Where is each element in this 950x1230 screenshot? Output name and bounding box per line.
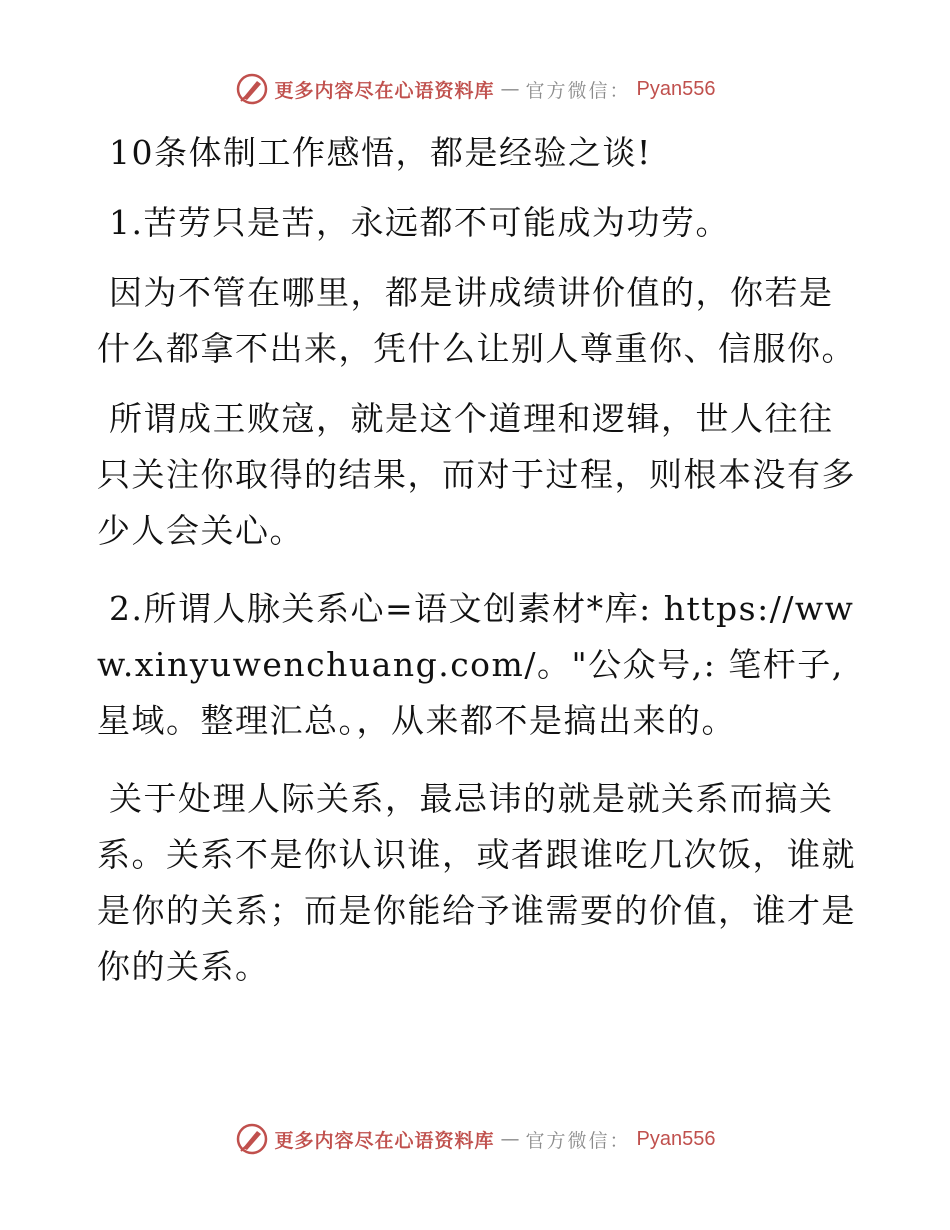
wechat-id: Pyan556: [636, 1127, 716, 1150]
article-title: 10条体制工作感悟，都是经验之谈!: [109, 133, 652, 172]
article-paragraph-1: 1.苦劳只是苦，永远都不可能成为功劳。: [109, 203, 730, 242]
wechat-label: 官方微信：: [525, 79, 631, 102]
banner-dash: —: [500, 1128, 520, 1150]
brand-text: 更多内容尽在心语资料库: [274, 79, 495, 102]
article-paragraph-4: 2.所谓人脉关系心=语文创素材*库: https://www.xinyuwenchuang.com/。"公众号,: 笔杆子,星域。整理汇总。，从来都不是搞出来的。: [97, 589, 855, 740]
header-watermark-banner: [0, 72, 950, 106]
brand-text: 更多内容尽在心语资料库: [274, 1129, 495, 1152]
quill-pen-icon: [235, 1122, 269, 1156]
article-paragraph-2: 因为不管在哪里，都是讲成绩讲价值的，你若是什么都拿不出来，凭什么让别人尊重你、信服你。: [97, 273, 856, 368]
article-paragraph-3: 所谓成王败寇，就是这个道理和逻辑，世人往往只关注你取得的结果，而对于过程，则根本没有多少人会关心。: [97, 399, 856, 550]
article-body: [97, 125, 857, 995]
footer-watermark-banner: [0, 1122, 950, 1156]
banner-dash: —: [500, 78, 520, 100]
article-paragraph-5: 关于处理人际关系，最忌讳的就是就关系而搞关系。关系不是你认识谁，或者跟谁吃几次饭，谁就是你的关系；而是你能给予谁需要的价值，谁才是你的关系。: [97, 779, 856, 986]
quill-pen-icon: [235, 72, 269, 106]
wechat-id: Pyan556: [636, 77, 716, 100]
wechat-label: 官方微信：: [525, 1129, 631, 1152]
